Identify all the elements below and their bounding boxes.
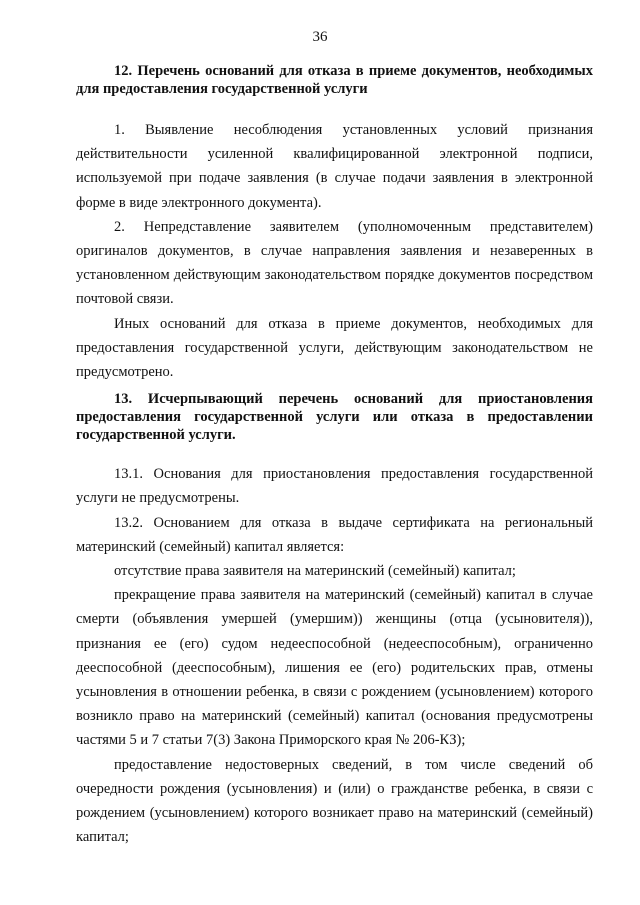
section-12-paragraph-2: 2. Непредставление заявителем (уполномоченным представителем) оригиналов документов, в случае направления заявления и незаверенных в установленном действующим законодательством порядке документов посредством почтовой связи.: [76, 218, 593, 308]
section-13-paragraph-5: предоставление недостоверных сведений, в том числе сведений об очередности рождения (усыновления) и (или) о гражданстве ребенка, в связи с рождением (усыновлением) которого возникает право на материнский (семейный) капитал;: [76, 756, 593, 846]
section-12-paragraph-1: 1. Выявление несоблюдения установленных условий признания действительности усиленной квалифицированной электронной подписи, используемой при подаче заявления (в случае подачи заявления в электронной форме в виде электронного документа).: [76, 122, 593, 211]
page-number: 36: [312, 29, 328, 45]
section-13-paragraph-3: отсутствие права заявителя на материнский (семейный) капитал;: [114, 563, 516, 580]
section-13-paragraph-2: 13.2. Основанием для отказа в выдаче сертификата на региональный материнский (семейный) капитал является:: [76, 514, 593, 555]
document-content: [76, 62, 593, 849]
section-12-heading: 12. Перечень оснований для отказа в приеме документов, необходимых для предоставления государственной услуги: [76, 63, 593, 97]
section-13-paragraph-1: 13.1. Основания для приостановления предоставления государственной услуги не предусмотрены.: [76, 466, 593, 507]
section-13-heading: 13. Исчерпывающий перечень оснований для приостановления предоставления государственной услуги или отказа в предоставлении государственной услуги.: [76, 391, 593, 444]
section-13-paragraph-4: прекращение права заявителя на материнский (семейный) капитал в случае смерти (объявления умершей (умершим)) женщины (отца (усыновителя)), признания ее (его) судом недееспособной (недееспособным), ограниченно дееспособной (дееспособным), лишения ее (его) родительских прав, отмены усыновления в отношении ребенка, в связи с рождением (усыновлением) которого возникло право на материнский (семейный) капитал (основания предусмотрены частями 5 и 7 статьи 7(3) Закона Приморского края № 206-КЗ);: [76, 587, 593, 749]
section-12-paragraph-3: Иных оснований для отказа в приеме документов, необходимых для предоставления государственной услуги, действующим законодательством не предусмотрено.: [76, 315, 593, 381]
